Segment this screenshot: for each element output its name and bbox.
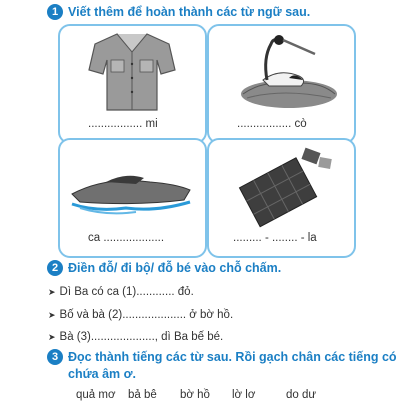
card-caption: ca ...................: [88, 232, 165, 244]
card-stork: [207, 24, 356, 144]
card-caption: ......... - ........ - la: [233, 232, 317, 244]
word-item: lờ lơ: [232, 389, 256, 401]
arrow-icon: ➤: [48, 332, 56, 342]
word-item: bả bê: [128, 389, 157, 401]
card-caption: ................. mi: [88, 118, 158, 130]
exercise-line: ➤ Bố và bà (2).................... ở bờ hồ.: [48, 309, 234, 321]
section-2-number: 2: [47, 260, 63, 276]
arrow-icon: ➤: [48, 310, 56, 320]
card-shirt: [58, 24, 207, 144]
word-item: bờ hồ: [180, 389, 210, 401]
stork-icon: [223, 28, 343, 114]
speedboat-icon: [66, 160, 196, 220]
card-speedboat: [58, 138, 207, 258]
word-item: quả mơ: [76, 389, 116, 401]
exercise-line: ➤ Dì Ba có ca (1)............ đỏ.: [48, 286, 194, 298]
shirt-icon: [87, 30, 177, 114]
section-3-heading-line1: Đọc thành tiếng các từ sau. Rồi gạch chân các tiếng có: [68, 350, 397, 364]
chocolate-icon: [229, 144, 339, 230]
section-2-heading: Điền đỗ/ đi bộ/ đỗ bé vào chỗ chấm.: [68, 261, 282, 275]
card-chocolate: [207, 138, 356, 258]
section-3-number: 3: [47, 349, 63, 365]
section-1-number: 1: [47, 4, 63, 20]
word-item: do dư: [286, 389, 317, 401]
arrow-icon: ➤: [48, 287, 56, 297]
card-caption: ................. cò: [237, 118, 307, 130]
section-3-heading-line2: chứa âm ơ.: [68, 367, 136, 381]
exercise-line: ➤ Bà (3)...................., dì Ba bế bé.: [48, 331, 224, 343]
section-1-heading: Viết thêm để hoàn thành các từ ngữ sau.: [68, 5, 311, 19]
